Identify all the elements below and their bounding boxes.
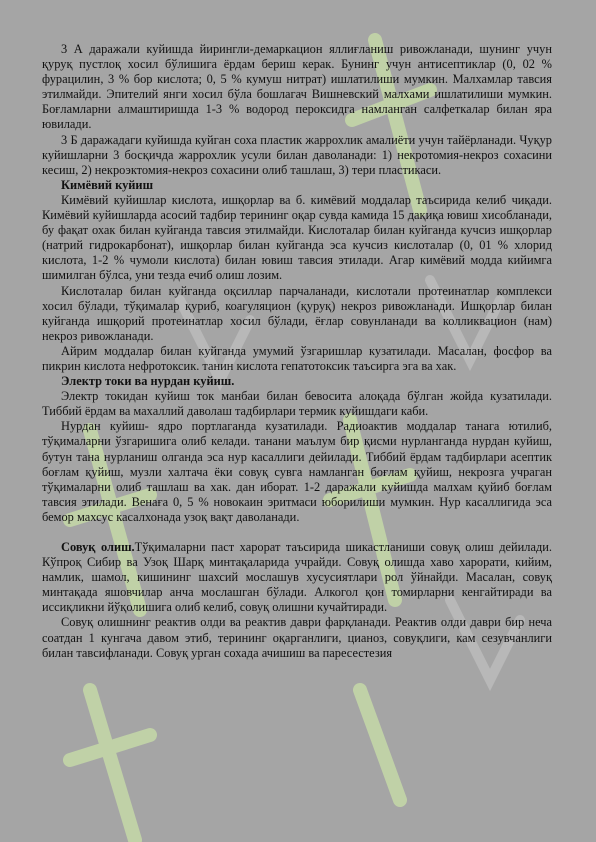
watermark-mark-5 [360,690,400,800]
paragraph-radiation: Нурдан куйиш- ядро портлаганда кузатилади. Радиоактив моддалар танага ютилиб, тўқималарни ўзгаришига олиб келади. танани маълум бир қисми нурланганда нурдан куйиш, бутун тана нурланиш олганда эса нур касаллиги дейилади. Тиббий ёрдам тадбирлари асептик боғлам қуйиш, музли халтача ёки совуқ сувга намланган боғлам қуйиш, некрозга учраган тўқималарни олиб ташлаш ва хак. дан иборат. 1-2 даражали куйишда малхам қуйиб боғлам тавсия этилади. Венаға 0, 5 % новокаин эритмаси юборилиши мумкин. Нур касаллигида эса бемор махсус касалхонада узоқ вақт даволанади. [42,419,552,524]
paragraph-burn-3a: 3 А даражали куйишда йирингли-демаркацион яллиғланиш ривожланади, шунинг учун қуруқ пустлоқ хосил бўлишига ёрдам бериш керак. Бунинг учун антисептиклар (0, 02 % фурацилин, 3 % бор кислота; 0, 5 % кумуш нитрат) ишлатилиши мумкин. Малхамлар тавсия этилмайди. Эпителий янги хосил бўла бошлагач Вишневский малхами ишлатилиши мумкин. Боғламларни алмаштиришда 1-3 % водород пероксидга намланган салфеткалар билан яра ювилади. [42,42,552,132]
paragraph-burn-3b: 3 Б даражадаги куйишда куйган соха пластик жаррохлик амалиёти учун тайёрланади. Чуқур куйишларни 3 босқичда жаррохлик усули билан даволанади: 1) некротомия-некроз сохасини кесиш, 2) некроэктомия-некроз сохасини олиб ташлаш, 3) тери пластикаси. [42,132,552,177]
paragraph-electric: Электр токидан куйиш ток манбаи билан бевосита алоқада бўлган жойда кузатилади. Тиббий ёрдам ва махаллий даволаш тадбирлари термик куйишдаги каби. [42,389,552,419]
paragraph-chemical-2: Кислоталар билан куйганда оқсиллар парчаланади, кислотали протеинатлар комплекси хосил бўлади, тўқималар қуриб, коагуляцион (қуруқ) некроз ривожланади. Ишқорлар билан куйганда ишқорий протеинатлар хосил бўлади, ёғлар совунланади ва колликвацион (нам) некроз ривожланади. [42,283,552,343]
heading-chemical-burn: Кимёвий куйиш [61,177,154,192]
watermark-mark-4 [90,690,135,840]
heading-cold-injury: Совуқ олиш. [61,540,135,554]
document-body [42,42,552,661]
watermark-mark-4b [70,735,150,760]
paragraph-chemical-3: Айрим моддалар билан куйганда умумий ўзгаришлар кузатилади. Масалан, фосфор ва пикрин кислота нефротоксик. танин кислота гепатотоксик таъсирга эга ва хак. [42,343,552,373]
paragraph-cold [42,540,552,615]
paragraph-cold-text: Тўқималарни паст харорат таъсирида шикастланиши совуқ олиш дейилади. Кўпроқ Сибир ва Узоқ Шарқ минтақаларида учрайди. Совуқ олишда хаво харорати, кийим, намлик, шамол, кишининг шахсий мослашув хусусиятлари рол ўйнайди. Масалан, совуқ минтақада яшовчилар анча мослашган бўлади. Алкогол қон томирларни кенгайтиради ва иссиқликни йўқолишига олиб келиб, совуқ олишни кучайтиради. [42,540,553,615]
paragraph-chemical-1: Кимёвий куйишлар кислота, ишқорлар ва б. кимёвий моддалар таъсирида келиб чиқади. Кимёвий куйишларда асосий тадбир терининг оқар сувда камида 15 дақиқа ювиш хисобланади, бу фақат охак билан куйганда тавсия этилмайди. Кислоталар билан куйганда кучсиз ишқорлар (натрий гидрокарбонат), ишқорлар билан куйганда эса кучсиз кислоталар (0, 01 % хлорид кислота, 1-2 % чумоли кислота) билан ювиш тавсия этилади. Агар кимёвий модда кийимга шимилган бўлса, уни тезда ечиб олиш лозим. [42,192,552,283]
paragraph-cold-periods: Совуқ олишнинг реактив олди ва реактив даври фарқланади. Реактив олди даври бир неча соатдан 1 кунгача давом этиб, терининг оқарганлиги, цианоз, совуқлиги, кам сезувчанлиги билан тавсифланади. Совуқ урган сохада ачишиш ва паресестезия [42,615,552,660]
heading-electric-radiation-burn: Электр токи ва нурдан куйиш. [61,374,235,389]
